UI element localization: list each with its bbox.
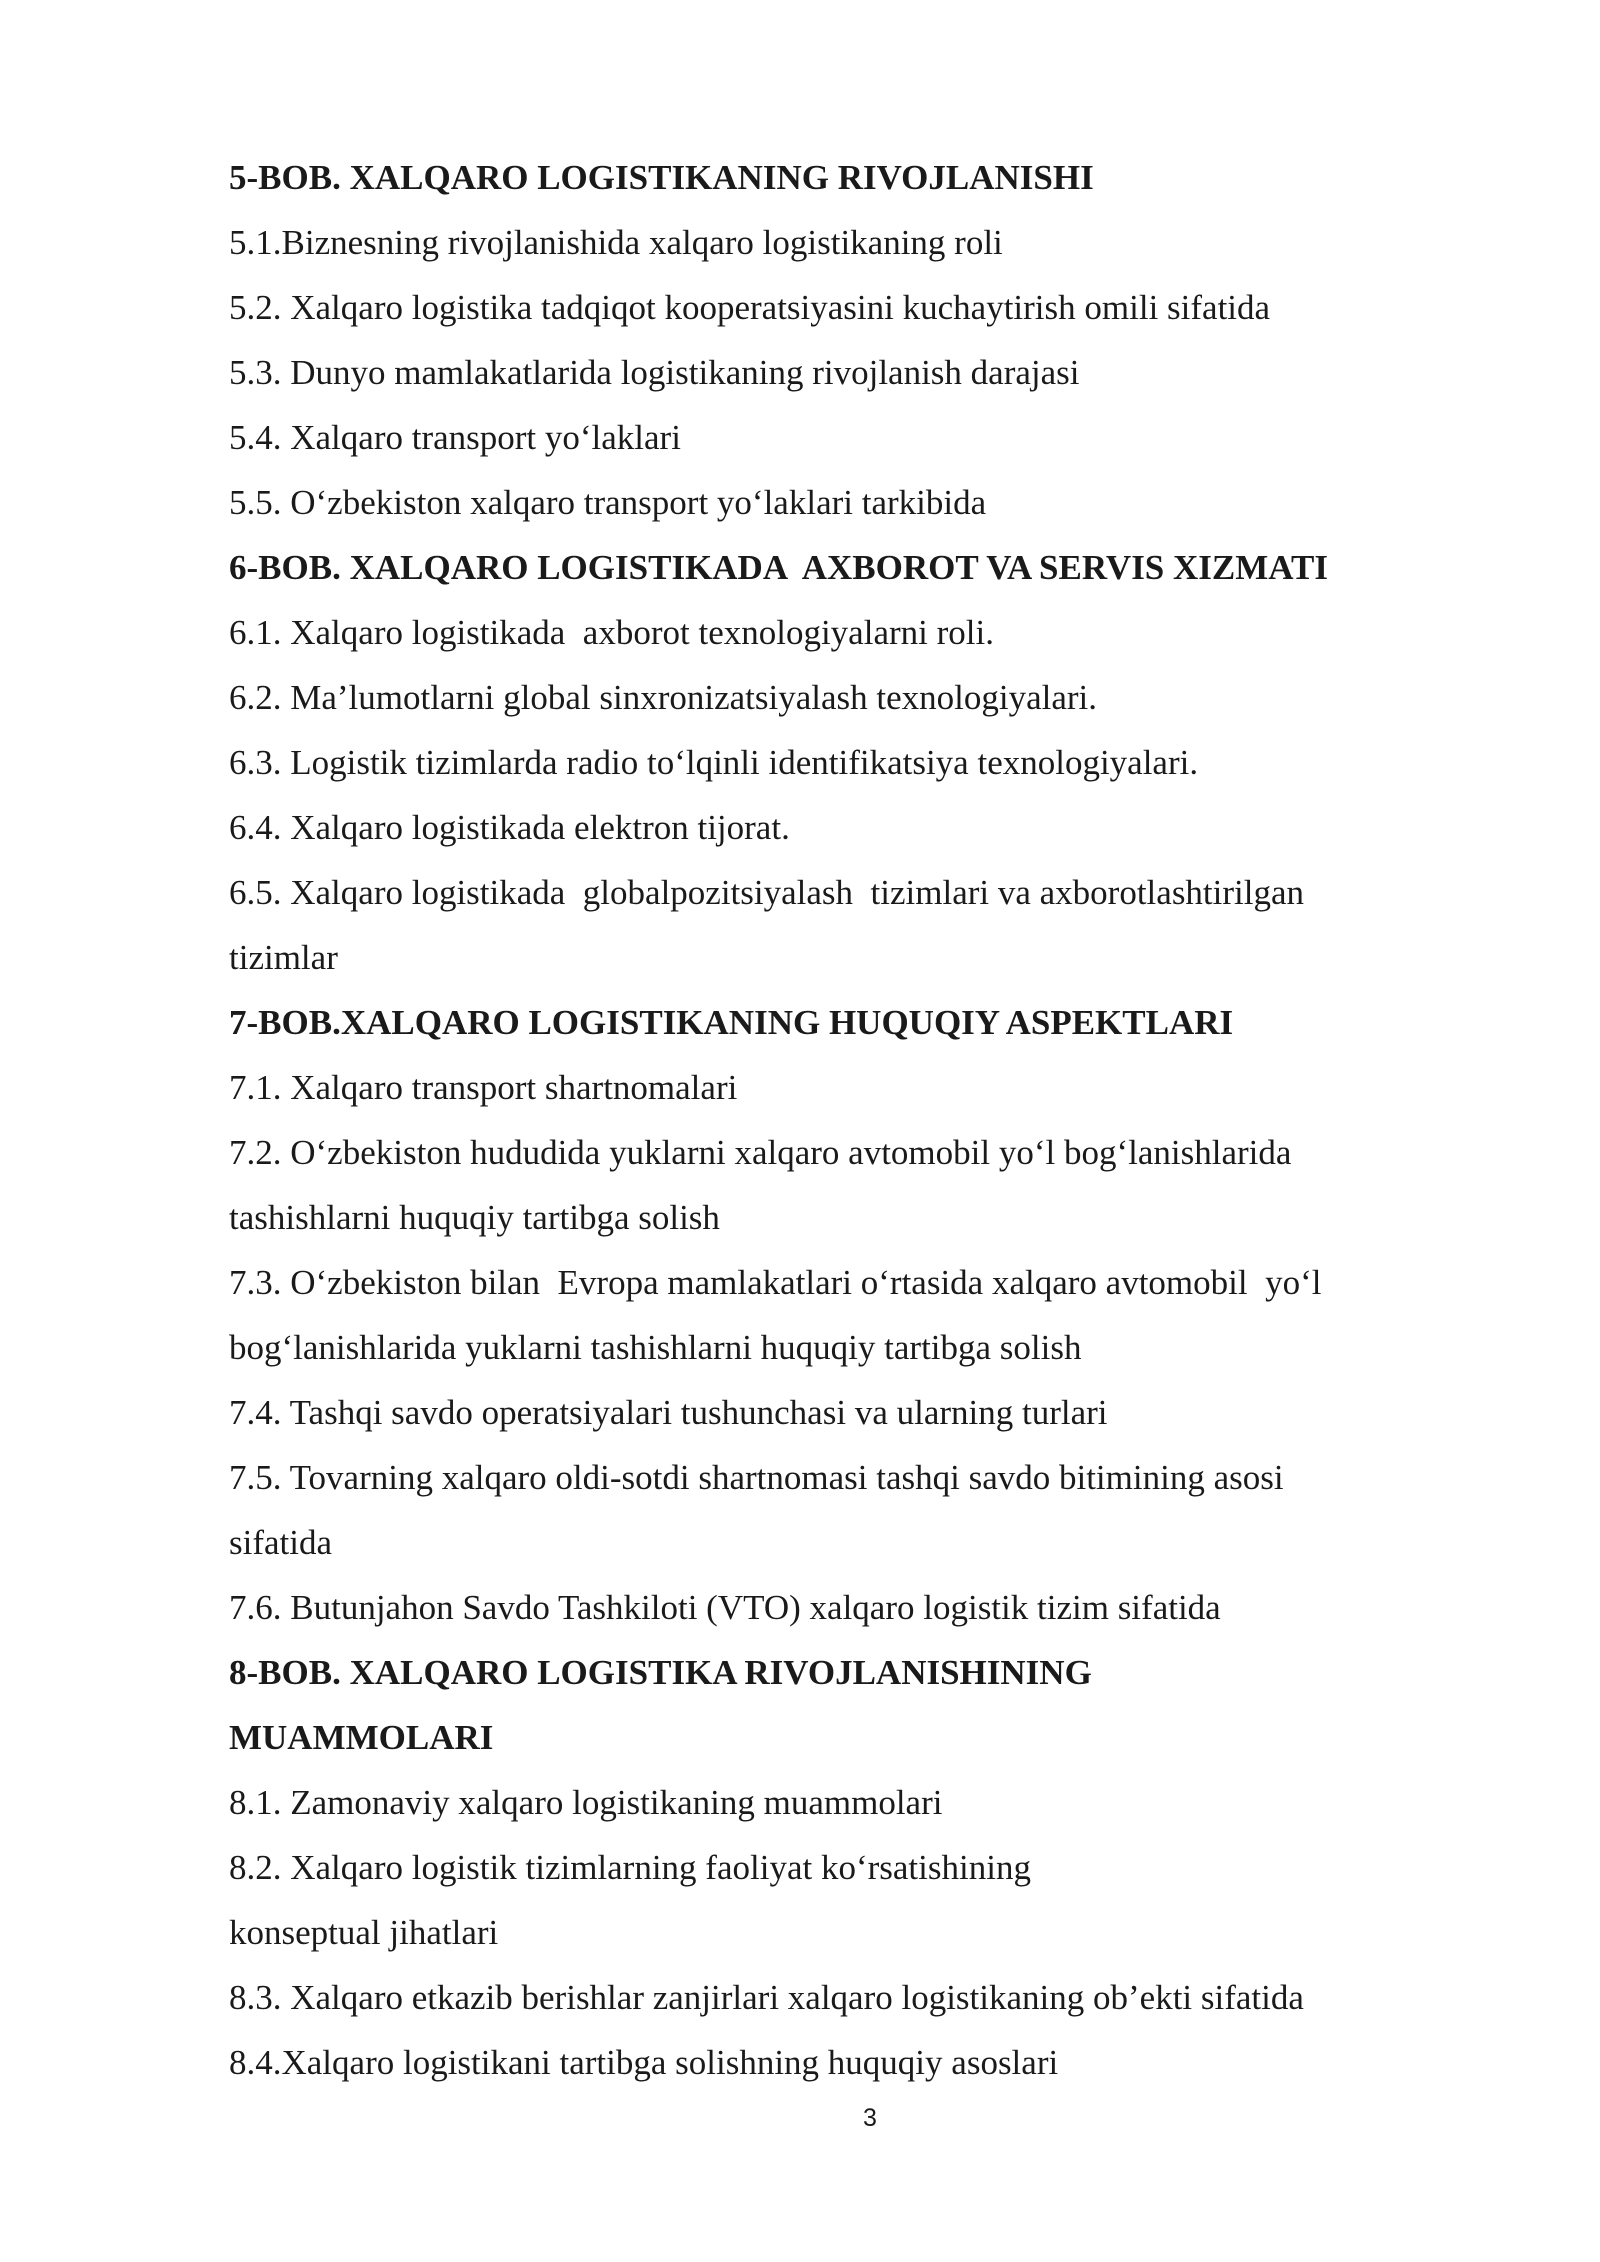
toc-item-5-4: 5.4. Xalqaro transport yo‘laklari (229, 418, 681, 457)
chapter-heading-8-continued: MUAMMOLARI (229, 1718, 494, 1757)
toc-item-6-1: 6.1. Xalqaro logistikada axborot texnologiyalarni roli. (229, 613, 994, 652)
chapter-heading-5: 5-BOB. XALQARO LOGISTIKANING RIVOJLANISHI (229, 158, 1094, 197)
toc-item-5-1: 5.1.Biznesning rivojlanishida xalqaro logistikaning roli (229, 223, 1003, 262)
toc-item-7-2-continued: tashishlarni huquqiy tartibga solish (229, 1198, 720, 1237)
toc-item-8-3: 8.3. Xalqaro etkazib berishlar zanjirlari xalqaro logistikaning ob’ekti sifatida (229, 1978, 1304, 2017)
toc-item-7-1: 7.1. Xalqaro transport shartnomalari (229, 1068, 738, 1107)
toc-item-7-5-continued: sifatida (229, 1523, 333, 1562)
table-of-contents (229, 145, 1469, 2095)
chapter-heading-6: 6-BOB. XALQARO LOGISTIKADA AXBOROT VA SERVIS XIZMATI (229, 548, 1328, 587)
toc-item-5-3: 5.3. Dunyo mamlakatlarida logistikaning rivojlanish darajasi (229, 353, 1080, 392)
toc-item-8-1: 8.1. Zamonaviy xalqaro logistikaning muammolari (229, 1783, 943, 1822)
toc-item-7-3: 7.3. O‘zbekiston bilan Evropa mamlakatlari o‘rtasida xalqaro avtomobil yo‘l (229, 1263, 1322, 1302)
toc-item-7-3-continued: bog‘lanishlarida yuklarni tashishlarni huquqiy tartibga solish (229, 1328, 1082, 1367)
toc-item-7-6: 7.6. Butunjahon Savdo Tashkiloti (VTO) xalqaro logistik tizim sifatida (229, 1588, 1221, 1627)
toc-item-8-4: 8.4.Xalqaro logistikani tartibga solishning huquqiy asoslari (229, 2043, 1059, 2082)
toc-item-7-4: 7.4. Tashqi savdo operatsiyalari tushunchasi va ularning turlari (229, 1393, 1108, 1432)
toc-item-7-2: 7.2. O‘zbekiston hududida yuklarni xalqaro avtomobil yo‘l bog‘lanishlarida (229, 1133, 1292, 1172)
toc-item-6-5: 6.5. Xalqaro logistikada globalpozitsiyalash tizimlari va axborotlashtirilgan (229, 873, 1305, 912)
toc-item-8-2: 8.2. Xalqaro logistik tizimlarning faoliyat ko‘rsatishining (229, 1848, 1031, 1887)
toc-item-6-5-continued: tizimlar (229, 938, 338, 977)
chapter-heading-7: 7-BOB.XALQARO LOGISTIKANING HUQUQIY ASPEKTLARI (229, 1003, 1234, 1042)
page-number: 3 (863, 2104, 877, 2132)
toc-item-7-5: 7.5. Tovarning xalqaro oldi-sotdi shartnomasi tashqi savdo bitimining asosi (229, 1458, 1284, 1497)
toc-item-6-3: 6.3. Logistik tizimlarda radio to‘lqinli identifikatsiya texnologiyalari. (229, 743, 1199, 782)
toc-item-8-2-continued: konseptual jihatlari (229, 1913, 499, 1952)
toc-item-6-4: 6.4. Xalqaro logistikada elektron tijorat. (229, 808, 790, 847)
chapter-heading-8: 8-BOB. XALQARO LOGISTIKA RIVOJLANISHINING (229, 1653, 1092, 1692)
toc-item-5-2: 5.2. Xalqaro logistika tadqiqot kooperatsiyasini kuchaytirish omili sifatida (229, 288, 1271, 327)
toc-item-6-2: 6.2. Ma’lumotlarni global sinxronizatsiyalash texnologiyalari. (229, 678, 1098, 717)
toc-item-5-5: 5.5. O‘zbekiston xalqaro transport yo‘laklari tarkibida (229, 483, 987, 522)
